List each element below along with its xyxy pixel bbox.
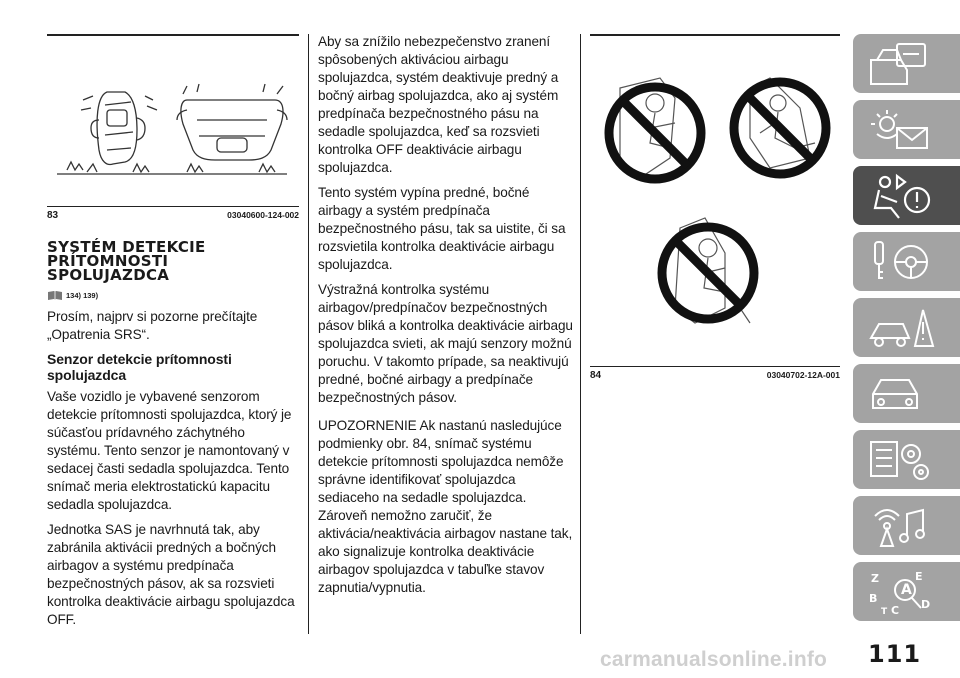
figure-83-code: 03040600-124-002 (227, 210, 299, 220)
airbag-seat-icon (867, 172, 937, 220)
car-service-icon (867, 370, 937, 418)
tab-servicing[interactable] (853, 364, 960, 423)
page-number: 111 (868, 640, 922, 668)
intro-text: Prosím, najprv si pozorne prečítajte „Opatrenia SRS“. (47, 309, 258, 342)
paragraph-sas-unit: Jednotka SAS je navrhnutá tak, aby zabránila aktivácii predných a bočných airbagov a systému predpínača bezpečnostných pásov, ak sa rozsvieti kontrolka deaktivácie airbagu spolujazdca OFF. (47, 522, 295, 627)
warning-lights-icon (867, 106, 937, 154)
index-letter: A (901, 582, 912, 598)
top-rule-col1 (47, 34, 299, 36)
tab-car-dashboard[interactable] (853, 34, 960, 93)
paragraph-malfunction: Výstražná kontrolka systému airbagov/predpínačov bezpečnostných pásov bliká a kontrolka deaktivácie airbagu spolujazdca svieti, ak majú senzory možnú poruchu. V takomto prípade, sa neaktivujú predné, bočné airbagy a predpínače bezpečnostných pásov. (318, 282, 573, 405)
chapter-tabs (853, 34, 960, 628)
multimedia-icon (867, 502, 937, 550)
figure-83-overturned-car-illustration (47, 80, 299, 180)
figure-84-prohibited-positions-illustration (600, 68, 840, 358)
column-2-text (318, 33, 576, 604)
index-letter: T (881, 607, 888, 616)
tab-starting-driving[interactable] (853, 232, 960, 291)
section-title-line-1: SYSTÉM DETEKCIE (47, 238, 206, 256)
breakdown-triangle-icon (867, 304, 937, 352)
car-dashboard-icon (867, 40, 937, 88)
warning-reference-numbers: 134) 139) (66, 291, 99, 300)
technical-gears-icon (867, 436, 937, 484)
paragraph-sensor-description: Vaše vozidlo je vybavené senzorom detekcie prítomnosti spolujazdca, ktorý je súčasťou prídavného záchytného systému. Tento senzor je namontovaný v sedacej časti sedadla spolujazdca. Tento snímač meria elektrostatickú kapacitu sedadla spolujazdca. (47, 389, 292, 512)
section-title-line-3: SPOLUJAZDCA (47, 266, 170, 284)
index-letter: Z (871, 572, 879, 585)
column-divider-2 (580, 34, 581, 634)
warning-book-icon (47, 290, 63, 301)
paragraph-warning-notice: UPOZORNENIE Ak nastanú nasledujúce podmienky obr. 84, snímač systému detekcie prítomnosti spolujazdca nemôže správne identifikovať spolujazdca sediaceho na sedadle spolujazdca. Zároveň nemožno zaručiť, že aktivácia/neaktivácia airbagov nastane tak, ako signalizuje kontrolka deaktivácie airbagov spolujazdca v tabuľke stavov zapnutia/vypnutia. (318, 418, 573, 595)
paragraph-system-off: Tento systém vypína predné, bočné airbagy a systém predpínača bezpečnostného pásu, tak sa uistite, či sa rozsvietila kontrolka deaktivácie airbagu spolujazdca. (318, 185, 566, 272)
alphabetical-index-icon (867, 568, 937, 616)
section-title (47, 240, 299, 282)
paragraph-deactivation: Aby sa znížilo nebezpečenstvo zranení spôsobených aktiváciou airbagu spolujazdca, systém deaktivuje predný a bočný airbag spolujazdca, ako aj systém predpínača bezpečnostného pásu na sedadle spolujazdca, keď sa rozsvieti kontrolka OFF deaktivácie airbagu spolujazdca. (318, 34, 559, 175)
tab-warning-lights[interactable] (853, 100, 960, 159)
subheading: Senzor detekcie prítomnosti spolujazdca (47, 351, 232, 383)
figure-84-caption (590, 366, 840, 381)
section-title-line-2: PRÍTOMNOSTI (47, 252, 169, 270)
tab-technical-data[interactable] (853, 430, 960, 489)
watermark: carmanualsonline.info (600, 648, 828, 671)
figure-83-caption (47, 206, 299, 221)
top-rule-col3 (590, 34, 840, 36)
tab-multimedia[interactable] (853, 496, 960, 555)
warning-references[interactable] (47, 290, 299, 301)
key-steering-wheel-icon (867, 238, 937, 286)
index-letter: C (891, 604, 900, 616)
index-letter: B (869, 592, 878, 605)
figure-84-number: 84 (590, 370, 602, 381)
column-1-text (47, 240, 299, 636)
figure-83-number: 83 (47, 210, 59, 221)
tab-emergency[interactable] (853, 298, 960, 357)
figure-84-code: 03040702-12A-001 (766, 370, 840, 380)
tab-safety[interactable] (853, 166, 960, 225)
column-divider-1 (308, 34, 309, 634)
tab-index[interactable] (853, 562, 960, 621)
index-letter: E (915, 570, 923, 583)
index-letter: D (921, 598, 931, 611)
